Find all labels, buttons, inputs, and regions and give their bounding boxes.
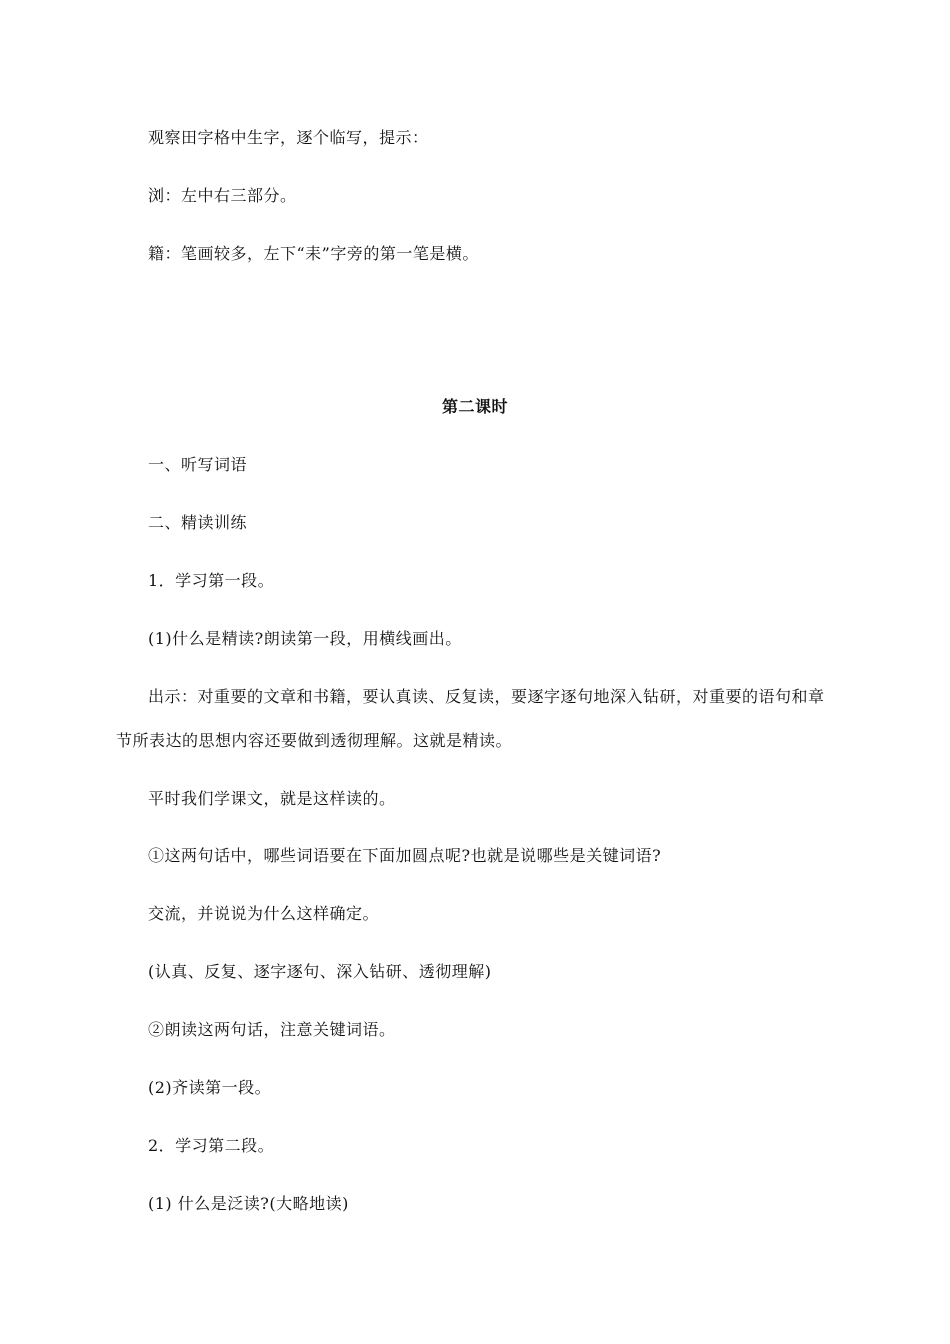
list-item: 平时我们学课文，就是这样读的。 bbox=[148, 789, 396, 808]
list-item: (2)齐读第一段。 bbox=[148, 1078, 272, 1097]
list-item: (1) 什么是泛读?(大略地读) bbox=[148, 1194, 349, 1213]
list-item: 交流，并说说为什么这样确定。 bbox=[148, 904, 380, 923]
paragraph-observe-characters: 观察田字格中生字，逐个临写，提示： bbox=[148, 128, 429, 147]
list-item: 节所表达的思想内容还要做到透彻理解。这就是精读。 bbox=[116, 731, 513, 750]
list-item: 出示：对重要的文章和书籍，要认真读、反复读，要逐字逐句地深入钻研，对重要的语句和章 bbox=[148, 687, 825, 706]
paragraph-liu-hint: 浏：左中右三部分。 bbox=[148, 186, 297, 205]
list-item: (认真、反复、逐字逐句、深入钻研、透彻理解) bbox=[148, 962, 492, 981]
list-item: ①这两句话中，哪些词语要在下面加圆点呢?也就是说哪些是关键词语? bbox=[148, 846, 662, 865]
list-item: 2．学习第二段。 bbox=[148, 1136, 275, 1155]
section-title: 第二课时 bbox=[441, 397, 508, 416]
list-item: 1．学习第一段。 bbox=[148, 571, 275, 590]
paragraph-ji-hint: 籍：笔画较多，左下“耒”字旁的第一笔是横。 bbox=[148, 244, 479, 263]
list-item: ②朗读这两句话，注意关键词语。 bbox=[148, 1020, 396, 1039]
list-item: 二、精读训练 bbox=[148, 513, 248, 532]
list-item: (1)什么是精读?朗读第一段，用横线画出。 bbox=[148, 629, 462, 648]
list-item: 一、听写词语 bbox=[148, 455, 248, 474]
